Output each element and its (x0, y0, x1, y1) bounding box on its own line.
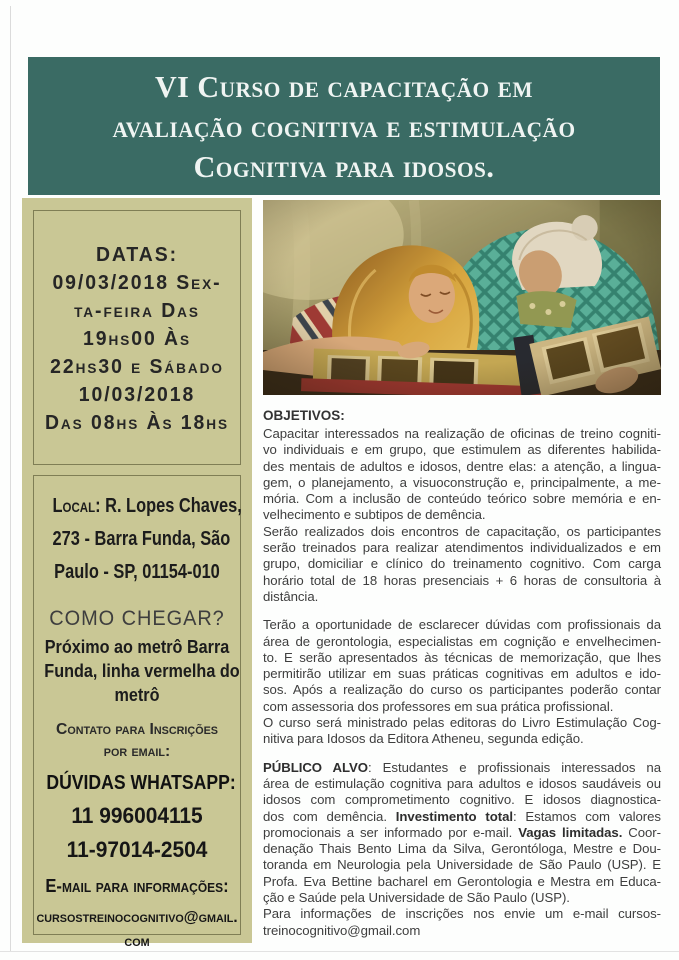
course-title: VI Curso de capacitação em avaliação cognitiva e estimulação Cognitiva para idosos. (112, 69, 576, 184)
phone-number-2: 11-97014-2504 (66, 837, 208, 862)
grandmother-granddaughter-photo (263, 200, 661, 395)
contact-email: cursostreinocognitivo@gmail. com (36, 909, 238, 950)
address-line-2: 273 - Barra Funda, São (52, 528, 231, 550)
email-info-label: E-mail para informações: (45, 876, 229, 896)
objetivos-heading: OBJETIVOS: (263, 408, 345, 423)
info-sidebar (22, 198, 252, 950)
how-to-get-text: Próximo ao metrô Barra Funda, linha vermelha do metrô (44, 637, 240, 705)
course-dates: DATAS: 09/03/2018 Sex- ta-feira Das 19hs00 Às 22hs30 e Sábado 10/03/2018 Das 08hs Às 18hs (44, 244, 230, 434)
location-address (52, 490, 242, 589)
photo-illustration (263, 200, 661, 395)
registration-contact-heading: Contato para Inscrições por email: (56, 721, 218, 760)
how-to-get-heading: COMO CHEGAR? (49, 607, 225, 630)
address-line-1: Local: R. Lopes Chaves, (52, 495, 242, 517)
dates-box (33, 210, 241, 465)
main-column (263, 200, 661, 939)
body-text: Capacitar interessados na realização de oficinas de treino cogniti- vo individuais e em grupo, que estimulem as diferentes habilida- des mentais de adultos e idosos, dentre elas: a atenção, a lingua- gem, o planejamento, a visuoconstrução e, principalmente, a me- mória. Com a inclusão de conteúdo teórico sobre memória e en- velhecimento e subtipos de demência. Serão realizados dois encontros de capacitação, os participantes serão treinados para realizar atendimentos individualizados e em grupo, domiciliar e clínico do treinamento cognitivo. Com carga horário total de 18 horas presenciais + 6 horas de consultoria à distância. Terão a oportunidade de esclarecer dúvidas com profissionais da área de gerontologia, especialistas em cognição e envelhecimen- to. E serão apresentados às técnicas de memorização, que lhes permitirão utilizar em suas práticas cognitivas em adultos e ido- sos. Após a realização do curso os participantes poderão contar com assessoria dos professores em sua prática profissional. O curso será ministrado pelas editoras do Livro Estimulação Cog- nitiva para Idosos da Editora Atheneu, segunda edição. PÚBLICO ALVO: Estudantes e profissionais interessados na área de estimulação cognitiva para adultos e idosos saudáveis ou idosos com comprometimento cognitivo. E idosos diagnostica- dos com demência. Investimento total: Estamos com valores promocionais a ser informado por e-mail. Vagas limitadas. Coor- denação Thais Bento Lima da Silva, Gerontóloga, Mestre e Dou- toranda em Neurologia pela Universidade de São Paulo (USP). E Profa. Eva Bettine bacharel em Gerontologia e Mestra em Educa- ção e Saúde pela Universidade de São Paulo (USP). Para informações de inscrições nos envie um e-mail cursos- treinocognitivo@gmail.com (263, 426, 662, 938)
course-title-banner (28, 57, 660, 195)
whatsapp-label: DÚVIDAS WHATSAPP: (46, 772, 236, 794)
address-line-3: Paulo - SP, 01154-010 (54, 561, 220, 583)
local-label: Local: (52, 495, 101, 517)
page-left-edge-line (10, 6, 11, 952)
location-contact-box (33, 475, 242, 950)
phone-number-1: 11 996004115 (71, 803, 203, 828)
